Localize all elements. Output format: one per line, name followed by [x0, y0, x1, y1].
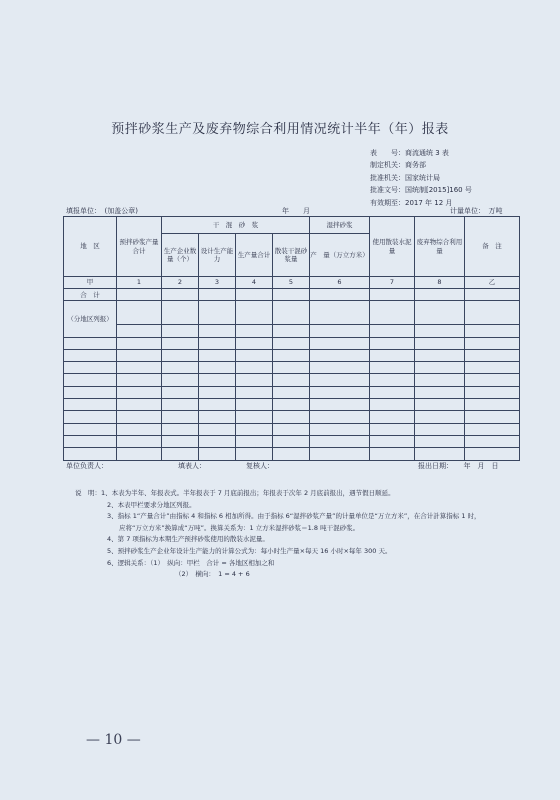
table-row	[64, 386, 520, 398]
table-row	[64, 435, 520, 447]
note-line: 说 明：1、本表为半年、年报表式。半年报表于 7 月底前报出；年报表于次年 2 月底前报出，遇节假日顺延。	[75, 489, 395, 497]
table-row	[64, 337, 520, 349]
header-total-output: 预拌砂浆产量合计	[117, 217, 162, 277]
approving-authority: 批准机关：国家统计局	[370, 173, 440, 182]
index-cell: 甲	[64, 277, 117, 289]
issuing-authority: 制定机关：商务部	[370, 161, 426, 170]
measure-unit: 计量单位： 万吨	[450, 207, 503, 215]
table-row	[64, 325, 520, 337]
note-line: 3、指标 1“产量合计”由指标 4 和指标 6 相加所得。由于指标 6“湿拌砂浆产量”的计量单位是“万立方米”，在合计計算指标 1 时，	[107, 512, 481, 521]
header-region: 地 区	[64, 217, 117, 277]
report-period: 年 月	[282, 207, 310, 215]
table-row	[64, 399, 520, 411]
index-cell: 3	[199, 277, 236, 289]
form-number: 表 号：商流通统 3 表	[370, 149, 449, 157]
reviewer: 复核人：	[246, 462, 274, 470]
note-line: 6、逻辑关系：（1） 纵向：甲栏 合计 = 各地区相加之和	[107, 558, 275, 567]
table-row	[64, 349, 520, 361]
valid-until: 有效期至：2017 年 12 月	[370, 198, 453, 207]
approval-doc-number: 批准文号：国统制[2015]160 号	[370, 186, 472, 195]
table-row	[64, 289, 520, 301]
index-cell: 8	[415, 277, 465, 289]
header-dry-mortar: 干 混 砂 浆	[162, 217, 310, 234]
page-number: — 10 —	[86, 732, 141, 748]
table-row	[64, 301, 520, 325]
unit-head: 单位负责人：	[66, 462, 108, 470]
table-row	[64, 423, 520, 435]
table-row	[64, 411, 520, 423]
report-date: 报出日期： 年 月 日	[418, 462, 499, 470]
index-cell: 6	[310, 277, 370, 289]
header-dry-enterprise-count: 生产企业数量（个）	[162, 234, 199, 277]
header-remark: 备 注	[465, 217, 520, 277]
header-wet-mortar: 湿拌砂浆	[310, 217, 370, 234]
fill-unit: 填报单位： (加盖公章)	[66, 207, 138, 215]
table-row	[64, 362, 520, 374]
row-region: （分地区列报）	[64, 301, 117, 337]
header-dry-output: 生产量合计	[236, 234, 273, 277]
report-title: 预拌砂浆生产及废弃物综合利用情况统计半年（年）报表	[111, 122, 449, 137]
header-dry-bulk: 散装干混砂浆量	[273, 234, 310, 277]
index-cell: 2	[162, 277, 199, 289]
index-cell: 5	[273, 277, 310, 289]
report-table	[63, 216, 520, 461]
note-line: 4、第 7 项指标为本期生产预拌砂浆使用的散装水泥量。	[107, 535, 269, 544]
table-row	[64, 374, 520, 386]
note-line: （2） 横向： 1 = 4 + 6	[175, 570, 250, 579]
index-cell: 1	[117, 277, 162, 289]
table-row	[64, 448, 520, 460]
notes-section	[75, 488, 515, 581]
note-line: 应将“万立方米”换算成“万吨”。换算关系为：1 立方米湿拌砂浆＝1.8 吨干混砂浆。	[119, 523, 360, 532]
header-dry-capacity: 设计生产能力	[199, 234, 236, 277]
header-wet-output: 产 量（万立方米）	[310, 234, 370, 277]
header-bulk-cement: 使用散装水泥量	[370, 217, 415, 277]
index-cell: 4	[236, 277, 273, 289]
index-cell: 7	[370, 277, 415, 289]
index-cell: 乙	[465, 277, 520, 289]
note-line: 5、预拌砂浆生产企业年设计生产能力的计算公式为：每小时生产量×每天 16 小时×每年 300 天。	[107, 546, 392, 555]
header-waste-use: 废弃物综合利用量	[415, 217, 465, 277]
row-region: 合 计	[64, 289, 117, 301]
form-filler: 填表人：	[178, 462, 206, 470]
note-line: 2、本表甲栏要求分地区列报。	[107, 500, 196, 509]
form-meta	[370, 147, 472, 209]
